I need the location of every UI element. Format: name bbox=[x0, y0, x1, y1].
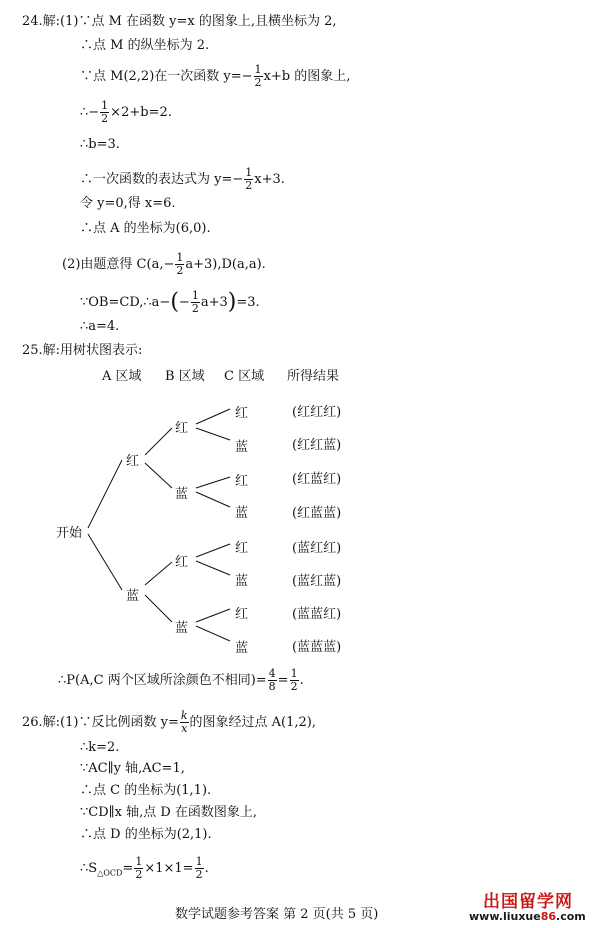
fraction-denominator: 2 bbox=[254, 76, 262, 89]
tree-branch bbox=[88, 534, 122, 590]
watermark-url-part: .com bbox=[556, 910, 586, 923]
tree-branch bbox=[145, 595, 172, 622]
q24-line-4-a: ∴− bbox=[80, 105, 100, 120]
q24-line-6-b: x+3. bbox=[254, 172, 285, 187]
q25-line-1: 25.解:用树状图表示: bbox=[22, 343, 143, 358]
fraction-denominator: 2 bbox=[176, 264, 184, 277]
left-paren: ( bbox=[170, 289, 179, 315]
tree-l2-item: 红 bbox=[175, 555, 189, 570]
fraction-denominator: 8 bbox=[268, 680, 276, 693]
q25-prob-eq: = bbox=[277, 673, 289, 688]
watermark-url-part: www.liuxue bbox=[469, 910, 541, 923]
q26-line-1 bbox=[22, 710, 316, 735]
tree-l3-item: 蓝 bbox=[235, 440, 249, 455]
tree-branch bbox=[196, 428, 230, 440]
q24-line-10-b: − bbox=[178, 295, 190, 310]
q26-line-1-a: 26.解:(1)∵反比例函数 y= bbox=[22, 715, 179, 730]
tree-result: (蓝蓝红) bbox=[292, 607, 342, 622]
fraction-numerator: 1 bbox=[245, 166, 253, 179]
fraction-denominator: 2 bbox=[101, 112, 109, 125]
tree-result: (蓝红蓝) bbox=[292, 574, 342, 589]
fraction-numerator: 1 bbox=[191, 289, 199, 302]
q24-line-7: 令 y=0,得 x=6. bbox=[80, 196, 176, 211]
fraction-denominator: 2 bbox=[245, 179, 253, 192]
watermark-url-part: 86 bbox=[540, 910, 557, 923]
q26-line-7 bbox=[80, 856, 209, 882]
q24-line-10-a: ∵OB=CD,∴a− bbox=[80, 295, 171, 310]
q25-probability-line bbox=[58, 668, 304, 693]
tree-branch bbox=[196, 544, 230, 557]
tree-l3-item: 红 bbox=[235, 607, 249, 622]
q26-line-7-c: ×1×1= bbox=[144, 861, 194, 876]
fraction-numerator: 1 bbox=[176, 251, 184, 264]
tree-result: (红红红) bbox=[292, 405, 342, 420]
tree-branch bbox=[196, 477, 230, 488]
tree-l3-item: 蓝 bbox=[235, 506, 249, 521]
fraction-k-over-x bbox=[180, 710, 189, 735]
tree-branch bbox=[196, 561, 230, 575]
tree-result: (红蓝红) bbox=[292, 472, 342, 487]
q26-line-7-b: = bbox=[122, 861, 134, 876]
q24-line-3-b: x+b 的图象上, bbox=[263, 69, 351, 84]
tree-l3-item: 红 bbox=[235, 474, 249, 489]
tree-result: (蓝蓝蓝) bbox=[292, 640, 342, 655]
q25-prob-text: ∴P(A,C 两个区域所涂颜色不相同)= bbox=[58, 673, 267, 688]
q26-subscript: △OCD bbox=[97, 868, 123, 878]
tree-l2-item: 蓝 bbox=[175, 487, 189, 502]
fraction-half bbox=[290, 668, 299, 693]
fraction-half bbox=[195, 856, 204, 881]
q24-line-9-a: (2)由题意得 C(a,− bbox=[62, 257, 175, 272]
fraction-numerator: 1 bbox=[254, 63, 262, 76]
q26-line-4: ∴点 C 的坐标为(1,1). bbox=[80, 783, 212, 798]
tree-l3-item: 蓝 bbox=[235, 574, 249, 589]
tree-branch bbox=[196, 409, 230, 424]
q24-line-4-b: ×2+b=2. bbox=[110, 105, 172, 120]
fraction-numerator: 1 bbox=[101, 99, 109, 112]
tree-l2-item: 蓝 bbox=[175, 621, 189, 636]
tree-branch bbox=[196, 492, 230, 507]
q24-line-11: ∴a=4. bbox=[80, 319, 120, 334]
fraction-half bbox=[134, 856, 143, 881]
fraction-numerator: 1 bbox=[135, 855, 143, 868]
tree-branch bbox=[196, 626, 230, 641]
fraction-denominator: x bbox=[181, 722, 188, 735]
fraction-denominator: 2 bbox=[290, 680, 298, 693]
q26-line-2: ∴k=2. bbox=[80, 740, 120, 755]
tree-branch bbox=[145, 463, 172, 488]
tree-result: (红红蓝) bbox=[292, 438, 342, 453]
tree-l1-red: 红 bbox=[126, 454, 140, 469]
q24-line-3-a: ∵点 M(2,2)在一次函数 y=− bbox=[80, 69, 253, 84]
q24-line-10-d: =3. bbox=[236, 295, 260, 310]
q24-line-10-c: a+3 bbox=[200, 295, 228, 310]
tree-root: 开始 bbox=[56, 526, 83, 541]
tree-l3-item: 红 bbox=[235, 406, 249, 421]
q25-prob-end: . bbox=[299, 673, 304, 688]
q24-line-9-b: a+3),D(a,a). bbox=[185, 257, 266, 272]
tree-branch bbox=[196, 609, 230, 622]
tree-l2-item: 红 bbox=[175, 421, 189, 436]
fraction-denominator: 2 bbox=[191, 302, 199, 315]
tree-result: (蓝红红) bbox=[292, 541, 342, 556]
fraction-denominator: 2 bbox=[135, 868, 143, 881]
tree-l3-item: 蓝 bbox=[235, 641, 249, 656]
tree-header-b: B 区域 bbox=[165, 369, 205, 384]
tree-l3-item: 红 bbox=[235, 541, 249, 556]
q24-line-8: ∴点 A 的坐标为(6,0). bbox=[80, 221, 211, 236]
q26-line-1-b: 的图象经过点 A(1,2), bbox=[189, 715, 316, 730]
fraction-numerator: k bbox=[180, 709, 188, 722]
q24-line-2: ∴点 M 的纵坐标为 2. bbox=[80, 38, 210, 53]
q26-line-7-d: . bbox=[204, 861, 209, 876]
fraction-four-eighths bbox=[268, 668, 277, 693]
q24-line-6-a: ∴一次函数的表达式为 y=− bbox=[80, 172, 244, 187]
tree-header-result: 所得结果 bbox=[287, 369, 340, 384]
q24-line-1: 24.解:(1)∵点 M 在函数 y=x 的图象上,且横坐标为 2, bbox=[22, 14, 337, 29]
right-paren: ) bbox=[227, 289, 237, 315]
tree-header-a: A 区域 bbox=[102, 369, 142, 384]
q26-line-5: ∵CD∥x 轴,点 D 在函数图象上, bbox=[80, 805, 258, 820]
fraction-denominator: 2 bbox=[195, 868, 203, 881]
q26-line-7-a: ∴S bbox=[80, 861, 98, 876]
tree-branch bbox=[145, 428, 172, 455]
fraction-numerator: 1 bbox=[290, 667, 298, 680]
q24-line-5: ∴b=3. bbox=[80, 137, 120, 152]
watermark-logo-text: 出国留学网 bbox=[483, 892, 573, 912]
tree-header-c: C 区域 bbox=[224, 369, 265, 384]
watermark-url bbox=[469, 910, 586, 923]
tree-branch bbox=[145, 562, 172, 585]
tree-result: (红蓝蓝) bbox=[292, 506, 342, 521]
tree-l1-blue: 蓝 bbox=[126, 589, 140, 604]
q26-line-6: ∴点 D 的坐标为(2,1). bbox=[80, 827, 212, 842]
fraction-numerator: 1 bbox=[195, 855, 203, 868]
fraction-numerator: 4 bbox=[268, 667, 276, 680]
q26-line-3: ∵AC∥y 轴,AC=1, bbox=[80, 761, 185, 776]
page-footer: 数学试题参考答案 第 2 页(共 5 页) bbox=[175, 907, 379, 922]
tree-branch bbox=[88, 460, 122, 528]
